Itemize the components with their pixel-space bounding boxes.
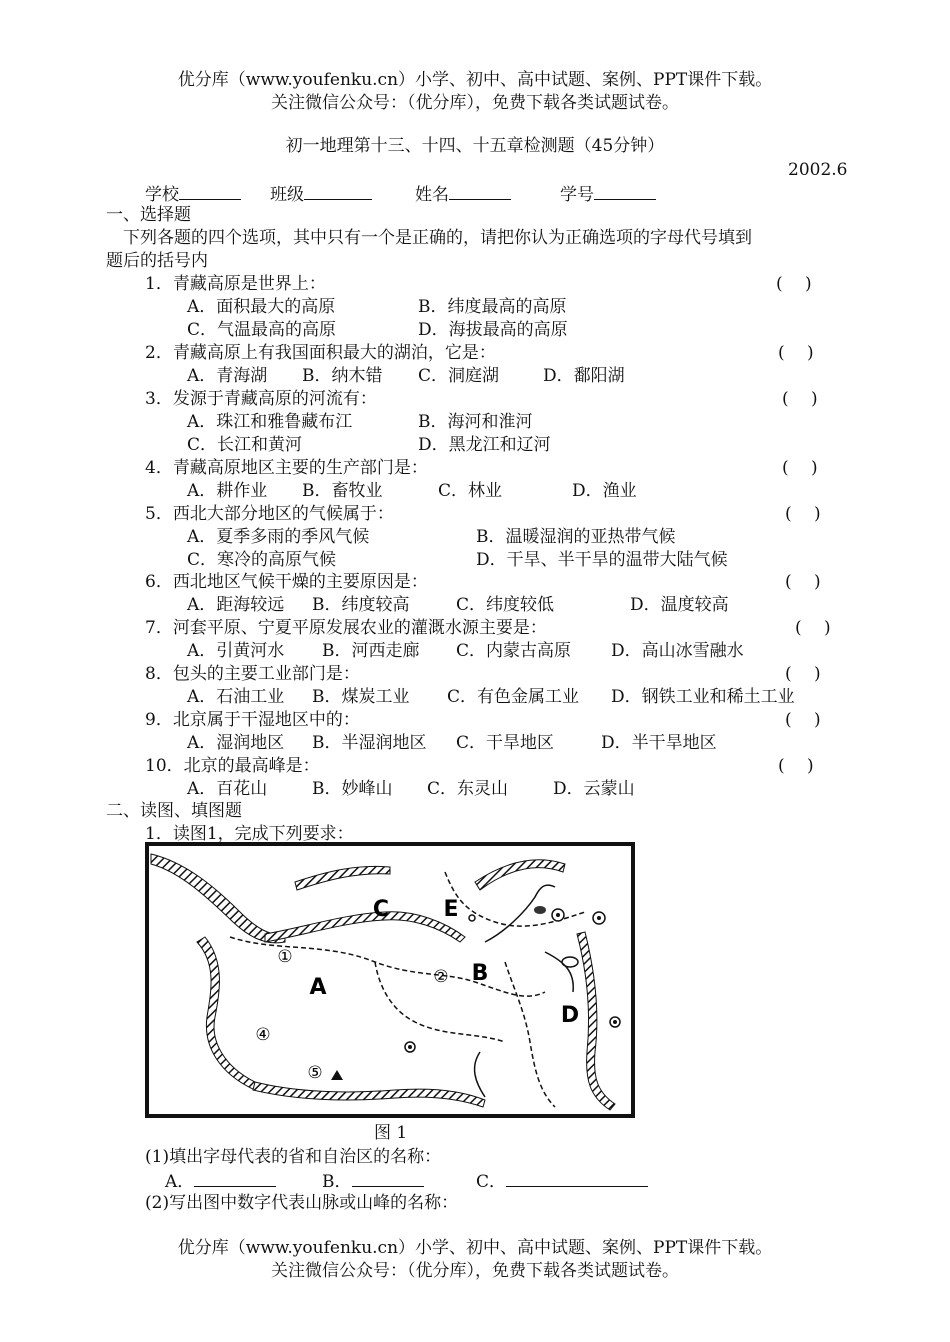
q3-stem: 3．发源于青藏高原的河流有： bbox=[145, 389, 377, 409]
q4-option-c: C．林业 bbox=[438, 481, 503, 501]
q7-option-b: B．河西走廊 bbox=[322, 641, 420, 661]
class-field: 班级 bbox=[270, 182, 372, 206]
city-marker bbox=[593, 912, 605, 924]
q6-option-a: A．距海较远 bbox=[187, 595, 285, 615]
map-figure bbox=[145, 842, 635, 1118]
q1-option-c: C．气温最高的高原 bbox=[187, 320, 337, 340]
q10-option-b: B．妙峰山 bbox=[312, 779, 393, 799]
q1-answer-paren: ( ) bbox=[776, 274, 812, 294]
q4-option-b: B．畜牧业 bbox=[302, 481, 383, 501]
q2-stem: 2．青藏高原上有我国面积最大的湖泊，它是： bbox=[145, 343, 496, 363]
map-label-1: ① bbox=[277, 947, 293, 967]
q6-option-d: D．温度较高 bbox=[630, 595, 729, 615]
q5-option-b: B．温暖湿润的亚热带气候 bbox=[476, 527, 676, 547]
q7-option-c: C．内蒙古高原 bbox=[456, 641, 572, 661]
q7-stem: 7．河套平原、宁夏平原发展农业的灌溉水源主要是： bbox=[145, 618, 547, 638]
answer-a-field: A． bbox=[165, 1169, 276, 1193]
q9-option-d: D．半干旱地区 bbox=[601, 733, 717, 753]
map-label-4: ④ bbox=[255, 1025, 271, 1045]
q5-stem: 5．西北大部分地区的气候属于： bbox=[145, 504, 394, 524]
q3-answer-paren: ( ) bbox=[782, 389, 818, 409]
map-label-c: C bbox=[372, 897, 390, 922]
q5-option-d: D．干旱、半干旱的温带大陆气候 bbox=[476, 550, 728, 570]
q3-option-b: B．海河和淮河 bbox=[418, 412, 533, 432]
header-line-2: 关注微信公众号：（优分库），免费下载各类试题试卷。 bbox=[271, 93, 679, 113]
section2-q1: 1．读图1，完成下列要求： bbox=[145, 824, 354, 844]
q2-option-c: C．洞庭湖 bbox=[418, 366, 500, 386]
q9-answer-paren: ( ) bbox=[785, 710, 821, 730]
map-label-d: D bbox=[560, 1003, 580, 1028]
city-marker bbox=[610, 1017, 620, 1027]
q8-option-a: A．石油工业 bbox=[187, 687, 285, 707]
name-field: 姓名 bbox=[415, 182, 511, 206]
q4-answer-paren: ( ) bbox=[782, 458, 818, 478]
school-field: 学校 bbox=[145, 182, 241, 206]
header-line-1: 优分库（www.youfenku.cn）小学、初中、高中试题、案例、PPT课件下载。 bbox=[177, 70, 773, 90]
q1-option-b: B．纬度最高的高原 bbox=[418, 297, 567, 317]
q8-answer-paren: ( ) bbox=[785, 664, 821, 684]
city-marker bbox=[405, 1042, 415, 1052]
map-label-b: B bbox=[471, 961, 489, 986]
q8-stem: 8．包头的主要工业部门是： bbox=[145, 664, 360, 684]
q5-answer-paren: ( ) bbox=[785, 504, 821, 524]
q2-option-b: B．纳木错 bbox=[302, 366, 383, 386]
q9-stem: 9．北京属于干湿地区中的： bbox=[145, 710, 360, 730]
section1-heading: 一、选择题 bbox=[106, 205, 191, 225]
q8-option-c: C．有色金属工业 bbox=[447, 687, 580, 707]
q10-option-c: C．东灵山 bbox=[427, 779, 509, 799]
q1-option-d: D．海拔最高的高原 bbox=[418, 320, 568, 340]
q4-stem: 4．青藏高原地区主要的生产部门是： bbox=[145, 458, 428, 478]
section1-instruction-1: 下列各题的四个选项，其中只有一个是正确的，请把你认为正确选项的字母代号填到 bbox=[123, 228, 752, 248]
footer-line-2: 关注微信公众号：（优分库），免费下载各类试题试卷。 bbox=[271, 1261, 679, 1281]
q2-option-a: A．青海湖 bbox=[187, 366, 268, 386]
q5-option-c: C．寒冷的高原气候 bbox=[187, 550, 337, 570]
q3-option-d: D．黑龙江和辽河 bbox=[418, 435, 551, 455]
q8-option-d: D．钢铁工业和稀土工业 bbox=[611, 687, 795, 707]
lake bbox=[534, 906, 546, 914]
q4-option-d: D．渔业 bbox=[572, 481, 637, 501]
q1-option-a: A．面积最大的高原 bbox=[187, 297, 336, 317]
q1-stem: 1．青藏高原是世界上： bbox=[145, 274, 326, 294]
q2-option-d: D．鄱阳湖 bbox=[543, 366, 625, 386]
map-label-e: E bbox=[443, 897, 459, 922]
q10-answer-paren: ( ) bbox=[778, 756, 814, 776]
q4-option-a: A．耕作业 bbox=[187, 481, 268, 501]
answer-c-field: C． bbox=[476, 1169, 648, 1193]
footer-line-1: 优分库（www.youfenku.cn）小学、初中、高中试题、案例、PPT课件下载。 bbox=[177, 1238, 773, 1258]
date: 2002.6 bbox=[788, 160, 848, 180]
page-title: 初一地理第十三、十四、十五章检测题（45分钟） bbox=[285, 136, 665, 156]
q6-option-b: B．纬度较高 bbox=[312, 595, 410, 615]
section1-instruction-2: 题后的括号内 bbox=[106, 251, 208, 271]
answer-b-field: B． bbox=[322, 1169, 424, 1193]
city-marker bbox=[469, 915, 475, 921]
student-number-field: 学号 bbox=[560, 182, 656, 206]
q9-option-c: C．干旱地区 bbox=[456, 733, 555, 753]
q6-option-c: C．纬度较低 bbox=[456, 595, 555, 615]
section2-sub1: (1)填出字母代表的省和自治区的名称： bbox=[145, 1147, 442, 1167]
map-label-a: A bbox=[309, 975, 327, 1000]
q7-answer-paren: ( ) bbox=[795, 618, 831, 638]
q9-option-b: B．半湿润地区 bbox=[312, 733, 427, 753]
q2-answer-paren: ( ) bbox=[778, 343, 814, 363]
q10-option-a: A．百花山 bbox=[187, 779, 268, 799]
q7-option-d: D．高山冰雪融水 bbox=[611, 641, 744, 661]
q8-option-b: B．煤炭工业 bbox=[312, 687, 410, 707]
q3-option-a: A．珠江和雅鲁藏布江 bbox=[187, 412, 353, 432]
map-label-5: ⑤ bbox=[307, 1063, 323, 1083]
city-marker bbox=[552, 909, 564, 921]
q7-option-a: A．引黄河水 bbox=[187, 641, 285, 661]
q3-option-c: C．长江和黄河 bbox=[187, 435, 303, 455]
q10-option-d: D．云蒙山 bbox=[553, 779, 635, 799]
q6-stem: 6．西北地区气候干燥的主要原因是： bbox=[145, 572, 428, 592]
q6-answer-paren: ( ) bbox=[785, 572, 821, 592]
figure-caption: 图 1 bbox=[374, 1123, 408, 1143]
q5-option-a: A．夏季多雨的季风气候 bbox=[187, 527, 370, 547]
q10-stem: 10．北京的最高峰是： bbox=[145, 756, 320, 776]
q9-option-a: A．湿润地区 bbox=[187, 733, 285, 753]
section2-heading: 二、读图、填图题 bbox=[106, 801, 242, 821]
section2-sub2: (2)写出图中数字代表山脉或山峰的名称： bbox=[145, 1193, 459, 1213]
map-label-2: ② bbox=[433, 967, 449, 987]
